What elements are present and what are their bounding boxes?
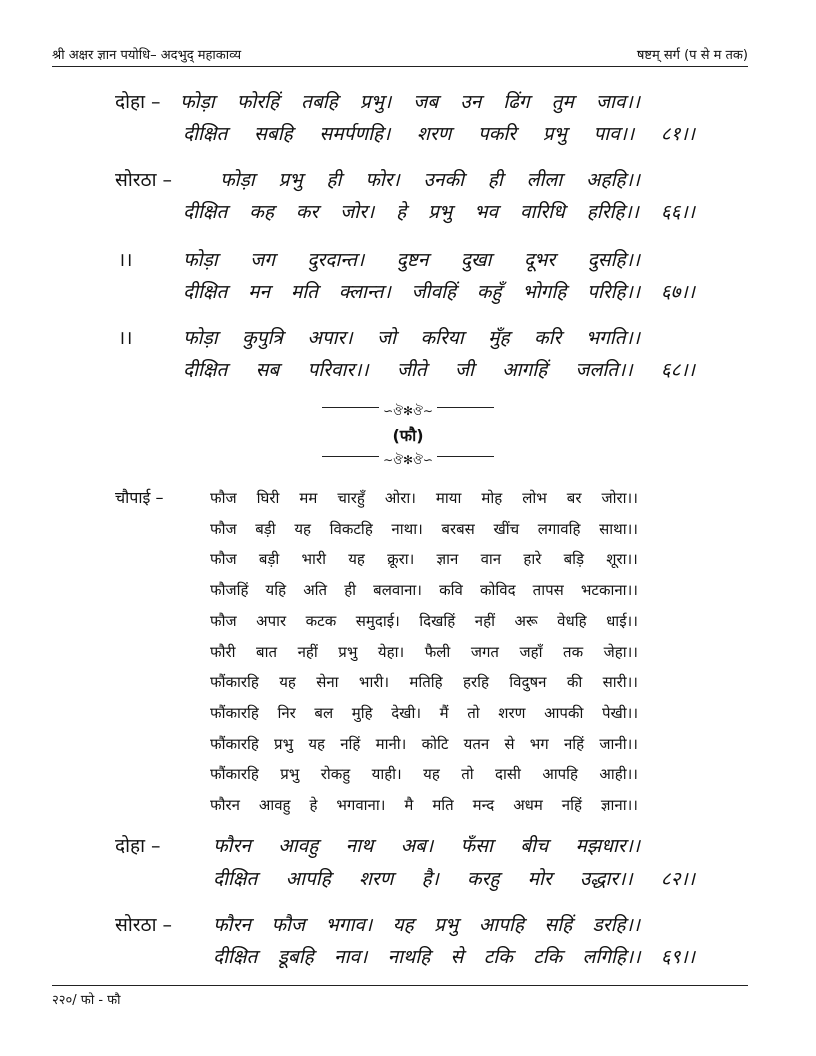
chaupai-label: चौपाई –	[115, 488, 164, 507]
page-header	[52, 42, 748, 66]
verse-line: दीक्षित सब परिवार।। जीते जी आगहिं जलति।। ६८।।	[183, 359, 695, 381]
footer-rule	[52, 985, 748, 986]
header-book-title: श्री अक्षर ज्ञान पयोधि– अदभुद् महाकाव्य	[52, 48, 242, 63]
chaupai-line: फौंकारहि यह सेना भारी। मतिहि हरहि विदुषन की सारी।।	[210, 673, 638, 691]
verse-label: सोरठा –	[115, 169, 173, 191]
flourish-icon: ∼ঔ✻ঔ∽	[379, 453, 437, 467]
verse-line: दीक्षित कह कर जोर। हे प्रभु भव वारिधि हरिहि।। ६६।।	[183, 201, 695, 223]
section-title: (फौ)	[392, 426, 424, 445]
verse-line: दीक्षित सबहि समर्पणहि। शरण पकरि प्रभु पाव।। ८१।।	[183, 123, 695, 145]
chaupai-line: फौजहिं यहि अति ही बलवाना। कवि कोविद तापस भटकाना।।	[210, 581, 638, 599]
flourish-icon: ∽ঔ✻ঔ∼	[379, 404, 437, 418]
chaupai-line: फौज अपार कटक समुदाई। दिखहिं नहीं अरू वेधहि धाई।।	[210, 612, 638, 630]
page-footer: २२०/ फो - फौ	[52, 993, 121, 1008]
verse-label: ।।	[118, 249, 133, 271]
chaupai-line: फौज घिरी मम चारहुँ ओरा। माया मोह लोभ बर जोरा।।	[210, 489, 638, 507]
verse-label: दोहा –	[115, 91, 161, 113]
verse-line: फौरन फौज भगाव। यह प्रभु आपहि सहिं डरहि।।	[213, 914, 640, 936]
verse-line: फोड़ा प्रभु ही फोर। उनकी ही लीला अहहि।।	[220, 169, 640, 191]
verse-label: दोहा –	[115, 835, 161, 857]
verse-line: दीक्षित आपहि शरण है। करहु मोर उद्धार।। ८२।।	[213, 868, 695, 890]
chaupai-line: फौंकारहि प्रभु रोकहु याही। यह तो दासी आपहि आही।।	[210, 765, 638, 783]
ornament-top	[322, 400, 494, 418]
verse-line: फोड़ा जग दुरदान्त। दुष्टन दुखा दूभर दुसहि।।	[183, 249, 640, 271]
header-chapter-title: षष्टम् सर्ग (प से म तक)	[636, 48, 748, 63]
verse-line: फौरन आवहु नाथ अब। फँसा बीच मझधार।।	[213, 835, 640, 857]
verse-line: दीक्षित डूबहि नाव। नाथहि से टकि टकि लगिहि।। ६९।।	[213, 946, 695, 968]
chaupai-line: फौज बड़ी यह विकटहि नाथा। बरबस खींच लगावहि साथा।।	[210, 520, 638, 538]
verse-line: फोड़ा कुपुत्रि अपार। जो करिया मुँह करि भगति।।	[183, 327, 640, 349]
verse-line: दीक्षित मन मति क्लान्त। जीवहिं कहुँ भोगहि परिहि।। ६७।।	[183, 281, 695, 303]
chaupai-line: फौरी बात नहीं प्रभु येहा। फैली जगत जहाँ तक जेहा।।	[210, 643, 638, 661]
chaupai-line: फौंकारहि निर बल मुहि देखी। मैं तो शरण आपकी पेखी।।	[210, 704, 638, 722]
chaupai-line: फौंकारहि प्रभु यह नहिं मानी। कोटि यतन से भग नहिं जानी।।	[210, 735, 638, 753]
chaupai-line: फौज बड़ी भारी यह क्रूरा। ज्ञान वान हारे बड़ि शूरा।।	[210, 550, 638, 568]
verse-label: ।।	[118, 327, 133, 349]
header-rule	[52, 66, 748, 67]
chaupai-line: फौरन आवहु हे भगवाना। मै मति मन्द अधम नहिं ज्ञाना।।	[210, 796, 638, 814]
verse-label: सोरठा –	[115, 914, 173, 936]
verse-line: फोड़ा फोरहिं तबहि प्रभु। जब उन ढिंग तुम जाव।।	[180, 91, 640, 113]
ornament-bottom	[322, 449, 494, 467]
